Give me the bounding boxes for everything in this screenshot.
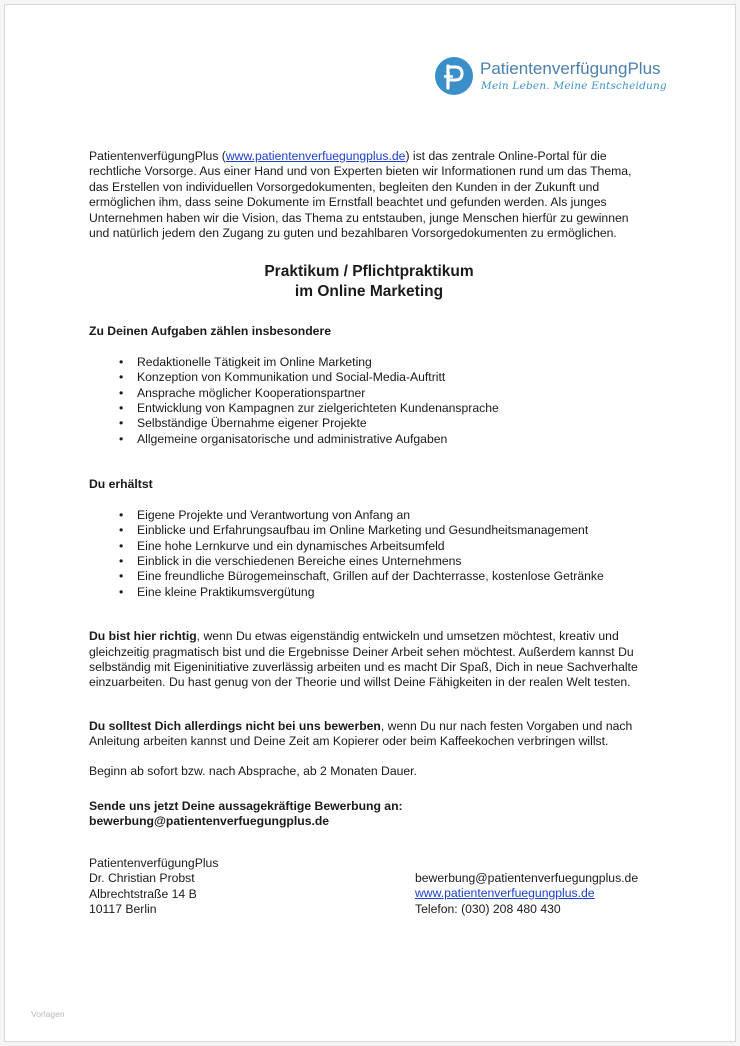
list-item: • Allgemeine organisatorische und administrative Aufgaben <box>119 432 649 447</box>
logo-tagline: Mein Leben. Meine Entscheidung <box>481 80 667 92</box>
nofit-lead: Du solltest Dich allerdings nicht bei uns bewerben <box>89 718 381 733</box>
list-item: • Einblicke und Erfahrungsaufbau im Online Marketing und Gesundheitsmanagement <box>119 523 649 538</box>
list-item: • Eine kleine Praktikumsvergütung <box>119 585 649 600</box>
list-item: • Redaktionelle Tätigkeit im Online Marketing <box>119 355 649 370</box>
fit-lead: Du bist hier richtig <box>89 629 197 644</box>
list-item: • Ansprache möglicher Kooperationspartner <box>119 386 649 401</box>
list-item: • Eine freundliche Bürogemeinschaft, Grillen auf der Dachterrasse, kostenlose Getränke <box>119 569 649 584</box>
nofit-text: , wenn Du nur nach festen Vorgaben und nach Anleitung arbeiten kannst und Deine Zeit am Kopierer oder beim Kaffeekochen verbringen willst. <box>89 718 633 749</box>
contact-person: Dr. Christian Probst <box>89 871 195 886</box>
footer-watermark: Vorlagen <box>31 1009 65 1019</box>
intro-before-link: PatientenverfügungPlus ( <box>89 149 226 163</box>
contact-details <box>415 871 638 917</box>
contact-website-link[interactable]: www.patientenverfuegungplus.de <box>415 886 595 901</box>
contact-phone: Telefon: (030) 208 480 430 <box>415 901 561 916</box>
fit-paragraph <box>89 629 649 691</box>
contact-city: 10117 Berlin <box>89 902 157 916</box>
list-item: • Entwicklung von Kampagnen zur zielgerichteten Kundenansprache <box>119 401 649 416</box>
job-title-line-2: im Online Marketing <box>294 283 444 301</box>
list-item: • Selbständige Übernahme eigener Projekte <box>119 416 649 431</box>
fit-text: , wenn Du etwas eigenständig entwickeln und umsetzen möchtest, kreativ und gleichzeitig pragmatisch bist und die Ergebnisse Deiner Arbeit sehen möchtest. Außerdem kannst Du selbständig mit Eigeninitiative zuverlässig arbeiten und es macht Dir Spaß, Dich in neue Sachverhalte einzuarbeiten. Du hast genug von der Theorie und willst Deine Fähigkeiten in der realen Welt testen. <box>89 629 638 690</box>
contact-company: PatientenverfügungPlus <box>89 855 219 870</box>
start-date: Beginn ab sofort bzw. nach Absprache, ab 2 Monaten Dauer. <box>89 763 417 778</box>
contact-block <box>89 856 649 918</box>
offer-heading: Du erhältst <box>89 477 153 492</box>
apply-email: bewerbung@patientenverfuegungplus.de <box>89 814 330 829</box>
apply-line: Sende uns jetzt Deine aussagekräftige Bewerbung an: <box>89 798 403 813</box>
intro-text: ) ist das zentrale Online-Portal für die rechtliche Vorsorge. Aus einer Hand und von Experten bieten wir Informationen rund um das Thema, das Erstellen von individuellen Vorsorgedokumenten, begleiten den Kunden in der Zukunft und ermöglichen ihm, dass seine Dokumente im Ernstfall beachtet und gefunden werden. Als junges Unternehmen haben wir die Vision, das Thema zu entstauben, junge Menschen hierfür zu gewinnen und natürlich jedem den Zugang zu guten und bezahlbaren Vorsorgedokumenten zu ermöglichen. <box>89 149 632 241</box>
contact-address <box>89 856 218 918</box>
offer-list <box>89 508 649 600</box>
nofit-paragraph <box>89 719 649 750</box>
list-item: • Konzeption von Kommunikation und Social-Media-Auftritt <box>119 370 649 385</box>
job-title-line-1: Praktikum / Pflichtpraktikum <box>264 263 474 281</box>
tasks-heading: Zu Deinen Aufgaben zählen insbesondere <box>89 324 331 339</box>
document-body <box>89 149 649 918</box>
apply-block <box>89 799 649 830</box>
logo-name: PatientenverfügungPlus <box>480 59 661 78</box>
list-item: • Eine hohe Lernkurve und ein dynamisches Arbeitsumfeld <box>119 539 649 554</box>
list-item: • Eigene Projekte und Verantwortung von Anfang an <box>119 508 649 523</box>
logo-p-icon <box>435 57 473 95</box>
intro-paragraph <box>89 149 649 241</box>
document-page <box>4 4 736 1042</box>
job-title <box>89 262 649 302</box>
tasks-list <box>89 355 649 447</box>
contact-email: bewerbung@patientenverfuegungplus.de <box>415 870 639 885</box>
intro-website-link[interactable]: www.patientenverfuegungplus.de <box>225 149 406 163</box>
list-item: • Einblick in die verschiedenen Bereiche eines Unternehmens <box>119 554 649 569</box>
contact-street: Albrechtstraße 14 B <box>89 886 197 901</box>
